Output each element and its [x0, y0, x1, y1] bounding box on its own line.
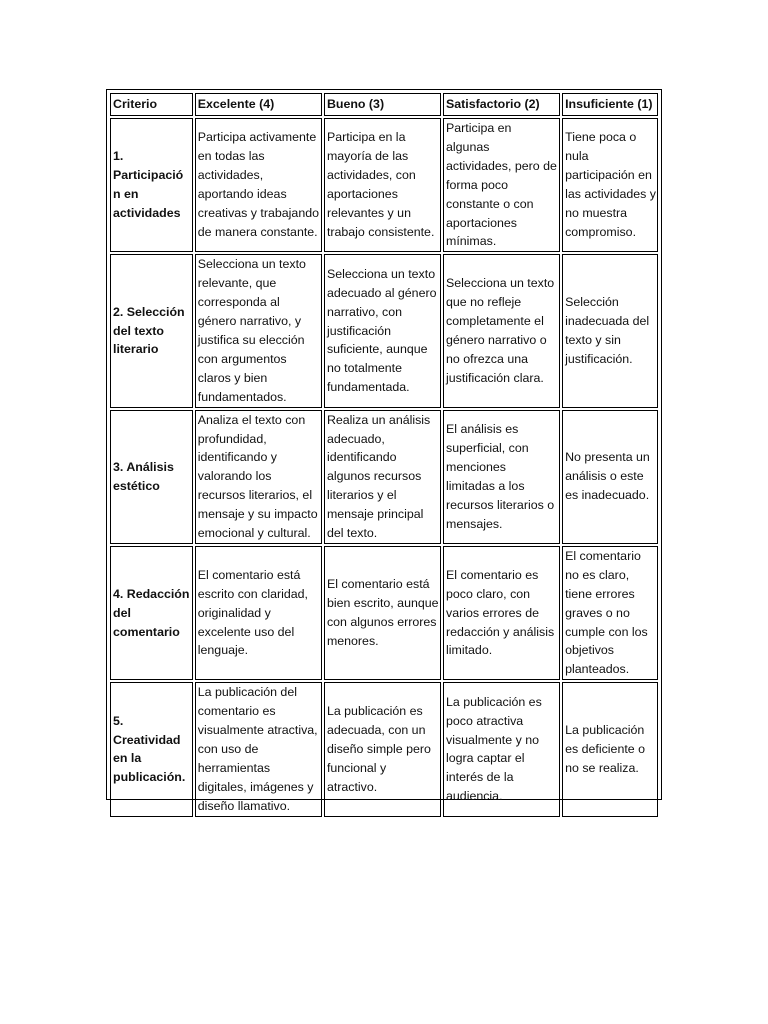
header-insuficiente: Insuficiente (1) [562, 93, 658, 116]
header-excelente: Excelente (4) [195, 93, 322, 116]
table-cell: Selecciona un texto adecuado al género narrativo, con justificación suficiente, aunque no totalmente fundamentada. [324, 254, 441, 407]
header-satisfactorio: Satisfactorio (2) [443, 93, 560, 116]
table-cell: Selecciona un texto que no refleje completamente el género narrativo o no ofrezca una justificación clara. [443, 254, 560, 407]
table-cell: Selección inadecuada del texto y sin justificación. [562, 254, 658, 407]
rubric-table-frame [106, 89, 662, 813]
table-cell: El comentario está bien escrito, aunque con algunos errores menores. [324, 546, 441, 680]
table-cell: Selecciona un texto relevante, que corresponda al género narrativo, y justifica su elección con argumentos claros y bien fundamentados. [195, 254, 322, 407]
table-cell: Realiza un análisis adecuado, identificando algunos recursos literarios y el mensaje principal del texto. [324, 410, 441, 544]
criterion-cell: 1. Participación en actividades [110, 118, 193, 252]
table-cell: El comentario no es claro, tiene errores graves o no cumple con los objetivos planteados. [562, 546, 658, 680]
table-cell: No presenta un análisis o este es inadecuado. [562, 410, 658, 544]
table-cell: Analiza el texto con profundidad, identificando y valorando los recursos literarios, el mensaje y su impacto emocional y cultural. [195, 410, 322, 544]
table-cell: La publicación es adecuada, con un diseño simple pero funcional y atractivo. [324, 682, 441, 816]
table-cell: Tiene poca o nula participación en las actividades y no muestra compromiso. [562, 118, 658, 252]
criterion-cell: 2. Selección del texto literario [110, 254, 193, 407]
table-cell: Participa en la mayoría de las actividades, con aportaciones relevantes y un trabajo consistente. [324, 118, 441, 252]
header-criterio: Criterio [110, 93, 193, 116]
criterion-cell: 4. Redacción del comentario [110, 546, 193, 680]
table-cell: Participa en algunas actividades, pero de forma poco constante o con aportaciones mínimas. [443, 118, 560, 252]
table-row [110, 254, 658, 407]
criterion-cell: 3. Análisis estético [110, 410, 193, 544]
table-cell: El comentario es poco claro, con varios errores de redacción y análisis limitado. [443, 546, 560, 680]
table-header-row [110, 93, 658, 116]
table-row [110, 682, 658, 816]
table-cell: La publicación es deficiente o no se realiza. [562, 682, 658, 816]
table-cell: Participa activamente en todas las actividades, aportando ideas creativas y trabajando de manera constante. [195, 118, 322, 252]
table-row [110, 546, 658, 680]
table-row [110, 410, 658, 544]
rubric-table [108, 91, 660, 819]
header-bueno: Bueno (3) [324, 93, 441, 116]
table-row [110, 118, 658, 252]
criterion-cell: 5. Creatividad en la publicación. [110, 682, 193, 816]
table-cell: La publicación es poco atractiva visualmente y no logra captar el interés de la audiencia. [443, 682, 560, 816]
table-cell: El análisis es superficial, con menciones limitadas a los recursos literarios o mensajes. [443, 410, 560, 544]
table-cell: La publicación del comentario es visualmente atractiva, con uso de herramientas digitales, imágenes y diseño llamativo. [195, 682, 322, 816]
table-cell: El comentario está escrito con claridad, originalidad y excelente uso del lenguaje. [195, 546, 322, 680]
